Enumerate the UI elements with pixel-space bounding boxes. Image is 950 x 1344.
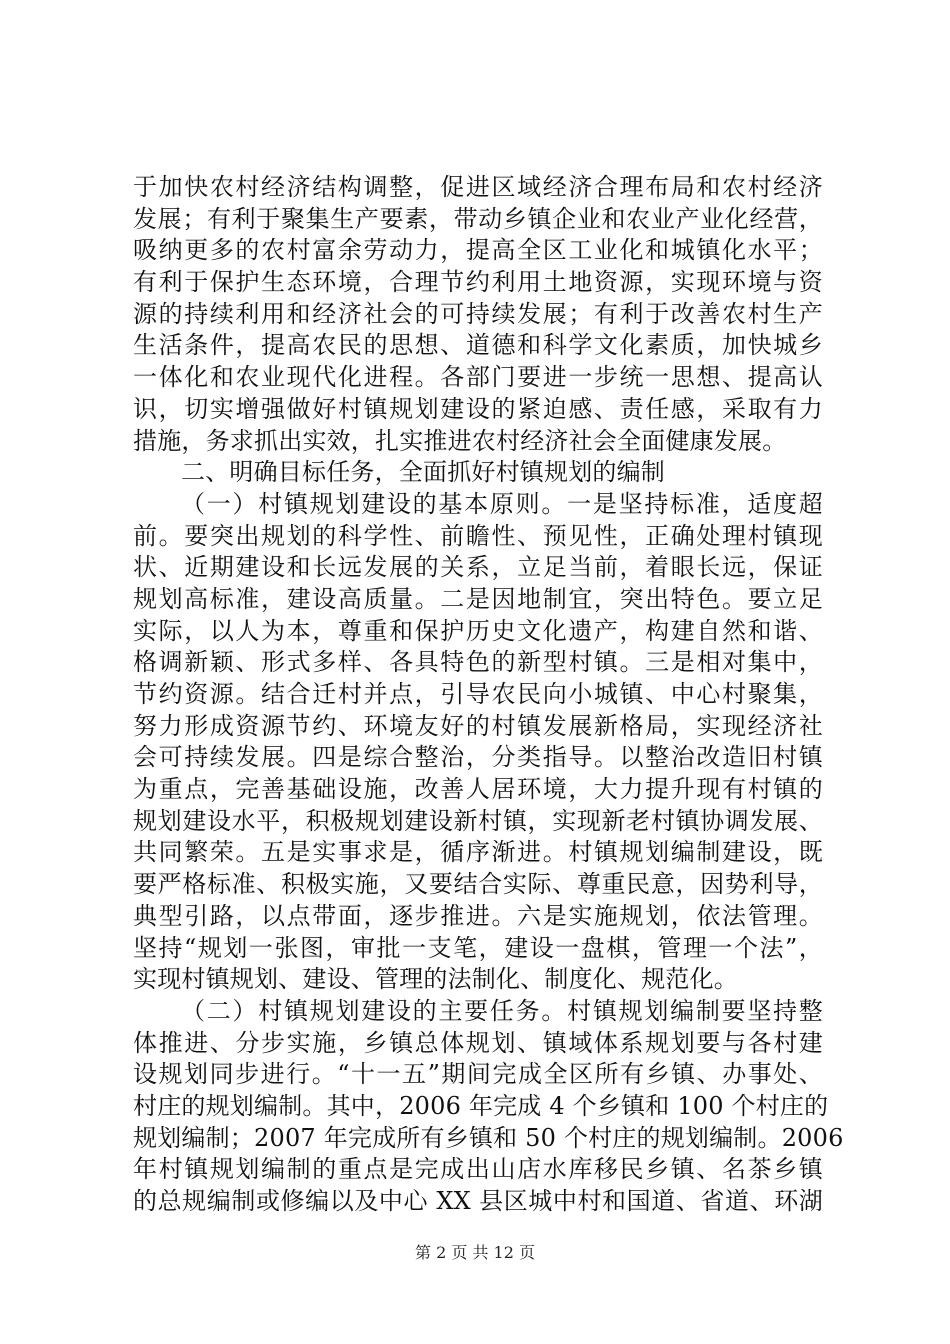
text-line: 有利于保护生态环境，合理节约利用土地资源，实现环境与资 (133, 268, 823, 297)
text-line: 体推进、分步实施，乡镇总体规划、镇域体系规划要与各村建 (133, 1028, 823, 1057)
text-line: 努力形成资源节约、环境友好的村镇发展新格局，实现经济社 (133, 711, 823, 740)
text-line: 的总规编制或修编以及中心 XX 县区城中村和国道、省道、环湖 (133, 1187, 823, 1215)
text-line: 村庄的规划编制。其中，2006 年完成 4 个乡镇和 100 个村庄的 (133, 1091, 829, 1120)
text-line: 设规划同步进行。“十一五”期间完成全区所有乡镇、办事处、 (133, 1060, 823, 1089)
text-line: （二）村镇规划建设的主要任务。村镇规划编制要坚持整 (181, 996, 823, 1025)
text-line: 前。要突出规划的科学性、前瞻性、预见性，正确处理村镇现 (133, 521, 823, 550)
text-line: （一）村镇规划建设的基本原则。一是坚持标准，适度超 (181, 489, 823, 518)
document-body (133, 172, 844, 1218)
page-footer: 第 2 页 共 12 页 (415, 1243, 535, 1262)
text-line: 一体化和农业现代化进程。各部门要进一步统一思想、提高认 (133, 363, 823, 392)
text-line: 格调新颖、形式多样、各具特色的新型村镇。三是相对集中， (133, 648, 823, 677)
text-line: 规划建设水平，积极规划建设新村镇，实现新老村镇协调发展、 (133, 806, 823, 835)
text-line: 节约资源。结合迁村并点，引导农民向小城镇、中心村聚集， (133, 680, 823, 708)
text-line: 吸纳更多的农村富余劳动力，提高全区工业化和城镇化水平； (133, 236, 823, 265)
text-line: 实际，以人为本，尊重和保护历史文化遗产，构建自然和谐、 (133, 616, 823, 645)
text-line: 于加快农村经济结构调整，促进区域经济合理布局和农村经济 (133, 173, 823, 201)
text-line: 规划编制；2007 年完成所有乡镇和 50 个村庄的规划编制。2006 (133, 1123, 844, 1152)
text-line: 发展；有利于聚集生产要素，带动乡镇企业和农业产业化经营， (133, 204, 823, 233)
text-line: 源的持续利用和经济社会的可持续发展；有利于改善农村生产 (133, 299, 823, 328)
text-line: 规划高标准，建设高质量。二是因地制宜，突出特色。要立足 (133, 584, 823, 613)
text-line: 共同繁荣。五是实事求是，循序渐进。村镇规划编制建设，既 (133, 838, 823, 867)
text-line: 年村镇规划编制的重点是完成出山店水库移民乡镇、名茶乡镇 (133, 1155, 823, 1184)
text-line: 实现村镇规划、建设、管理的法制化、制度化、规范化。 (133, 965, 738, 994)
text-line: 典型引路，以点带面，逐步推进。六是实施规划，依法管理。 (133, 901, 823, 930)
text-line: 为重点，完善基础设施，改善人居环境，大力提升现有村镇的 (133, 775, 823, 804)
text-line: 状、近期建设和长远发展的关系，立足当前，着眼长远，保证 (133, 553, 823, 582)
text-line: 识，切实增强做好村镇规划建设的紧迫感、责任感，采取有力 (133, 394, 823, 423)
text-line: 措施，务求抓出实效，扎实推进农村经济社会全面健康发展。 (133, 426, 787, 455)
text-line: 要严格标准、积极实施，又要结合实际、尊重民意，因势利导， (133, 870, 823, 899)
text-line: 二、明确目标任务，全面抓好村镇规划的编制 (181, 458, 665, 487)
text-line: 会可持续发展。四是综合整治，分类指导。以整治改造旧村镇 (133, 743, 823, 772)
text-line: 坚持“规划一张图，审批一支笔，建设一盘棋，管理一个法”， (133, 933, 823, 962)
text-line: 生活条件，提高农民的思想、道德和科学文化素质，加快城乡 (133, 331, 823, 360)
